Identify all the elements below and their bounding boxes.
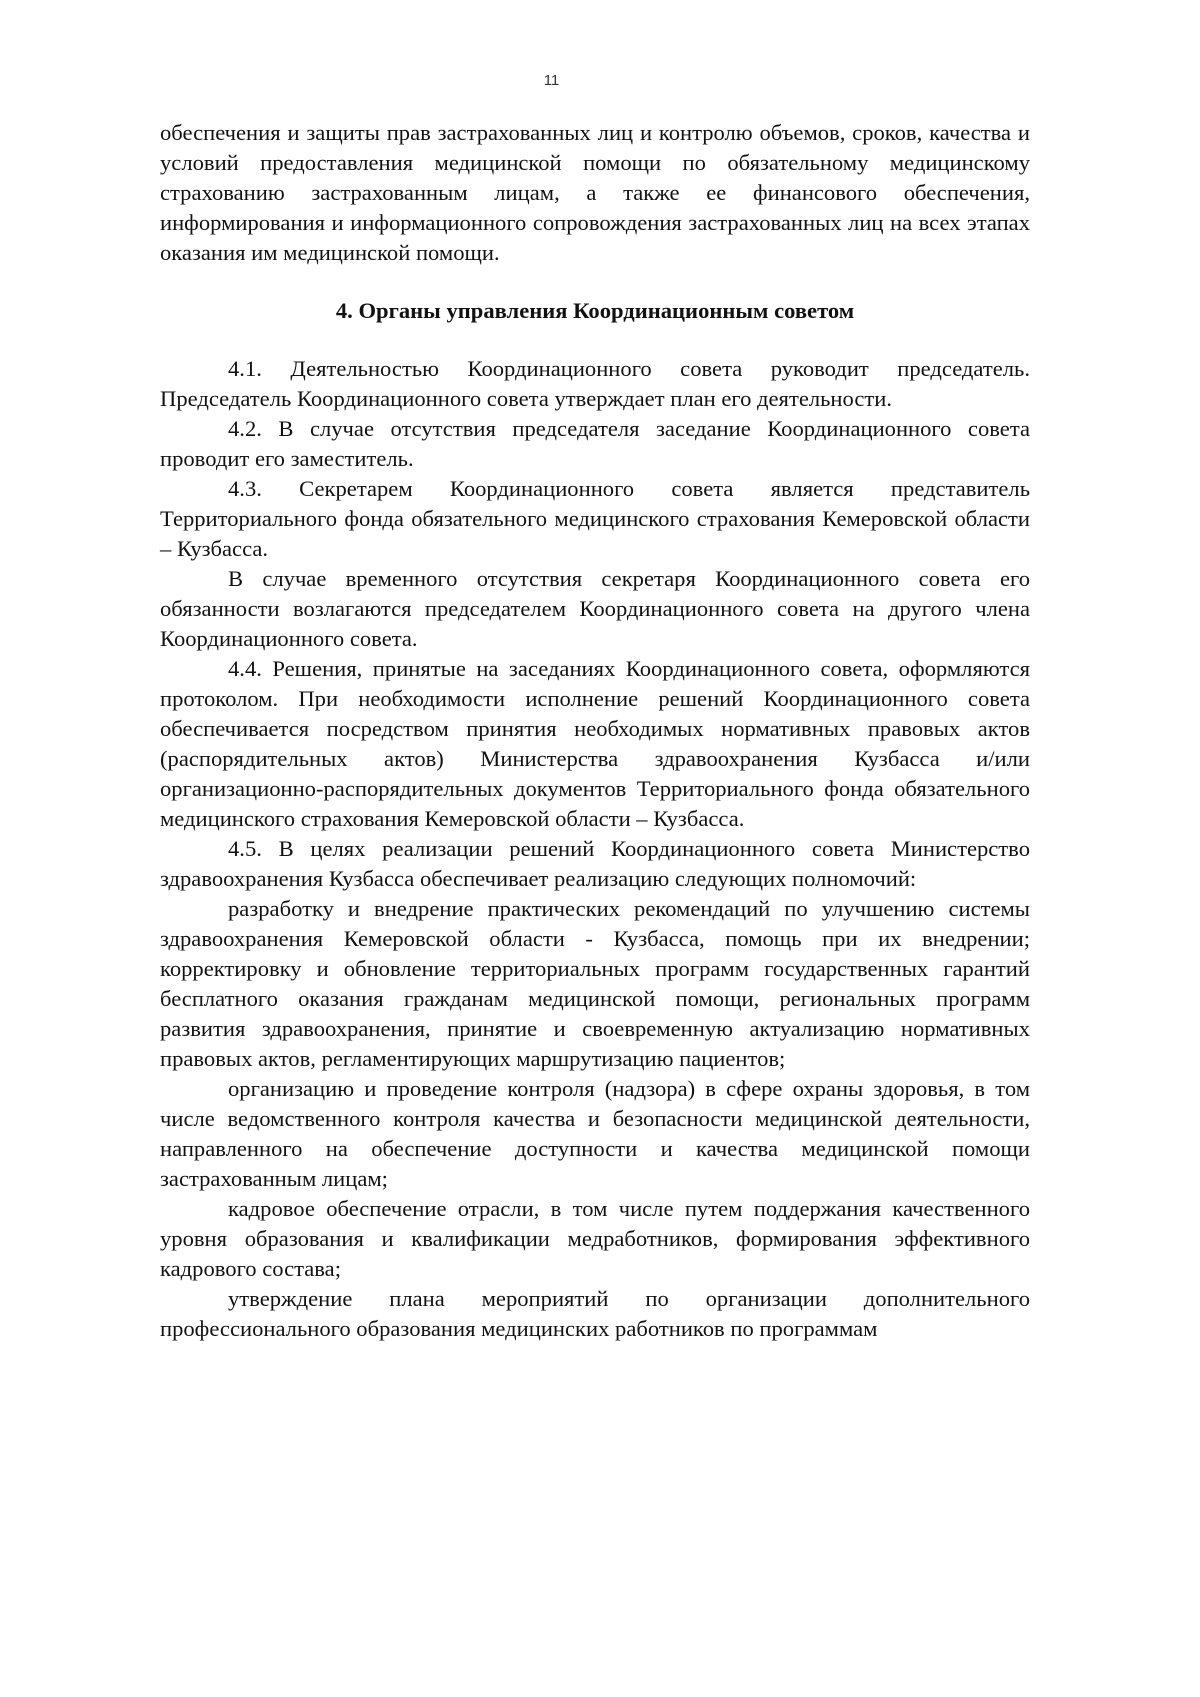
- paragraph-4-2: 4.2. В случае отсутствия председателя заседание Координационного совета проводит его заместитель.: [160, 416, 1030, 471]
- paragraph-4-3-secretary-absence: В случае временного отсутствия секретаря Координационного совета его обязанности возлагаются председателем Координационного совета на другого члена Координационного совета.: [160, 566, 1030, 651]
- list-item-staffing: кадровое обеспечение отрасли, в том числе путем поддержания качественного уровня образования и квалификации медработников, формирования эффективного кадрового состава;: [160, 1196, 1030, 1281]
- paragraph-4-4: 4.4. Решения, принятые на заседаниях Координационного совета, оформляются протоколом. При необходимости исполнение решений Координационного совета обеспечивается посредством принятия необходимых нормативных правовых актов (распорядительных актов) Министерства здравоохранения Кузбасса и/или организационно-распорядительных документов Территориального фонда обязательного медицинского страхования Кемеровской области – Кузбасса.: [160, 656, 1030, 831]
- paragraph-4-3: 4.3. Секретарем Координационного совета является представитель Территориального фонда обязательного медицинского страхования Кемеровской области – Кузбасса.: [160, 476, 1030, 561]
- list-item-training-plan: утверждение плана мероприятий по организации дополнительного профессионального образования медицинских работников по программам: [160, 1286, 1030, 1341]
- list-item-recommendations: разработку и внедрение практических рекомендаций по улучшению системы здравоохранения Кемеровской области - Кузбасса, помощь при их внедрении; корректировку и обновление территориальных программ государственных гарантий бесплатного оказания гражданам медицинской помощи, региональных программ развития здравоохранения, принятие и своевременную актуализацию нормативных правовых актов, регламентирующих маршрутизацию пациентов;: [160, 896, 1030, 1071]
- paragraph-4-5: 4.5. В целях реализации решений Координационного совета Министерство здравоохранения Кузбасса обеспечивает реализацию следующих полномочий:: [160, 836, 1030, 891]
- paragraph-4-1: 4.1. Деятельностью Координационного совета руководит председатель. Председатель Координационного совета утверждает план его деятельности.: [160, 356, 1030, 411]
- section-heading: 4. Органы управления Координационным советом: [335, 298, 855, 323]
- intro-paragraph: обеспечения и защиты прав застрахованных лиц и контролю объемов, сроков, качества и условий предоставления медицинской помощи по обязательному медицинскому страхованию застрахованным лицам, а также ее финансового обеспечения, информирования и информационного сопровождения застрахованных лиц на всех этапах оказания им медицинской помощи.: [160, 120, 1030, 265]
- document-body: [160, 118, 1030, 1344]
- page-number: 11: [543, 72, 560, 89]
- list-item-control: организацию и проведение контроля (надзора) в сфере охраны здоровья, в том числе ведомственного контроля качества и безопасности медицинской деятельности, направленного на обеспечение доступности и качества медицинской помощи застрахованным лицам;: [160, 1076, 1030, 1191]
